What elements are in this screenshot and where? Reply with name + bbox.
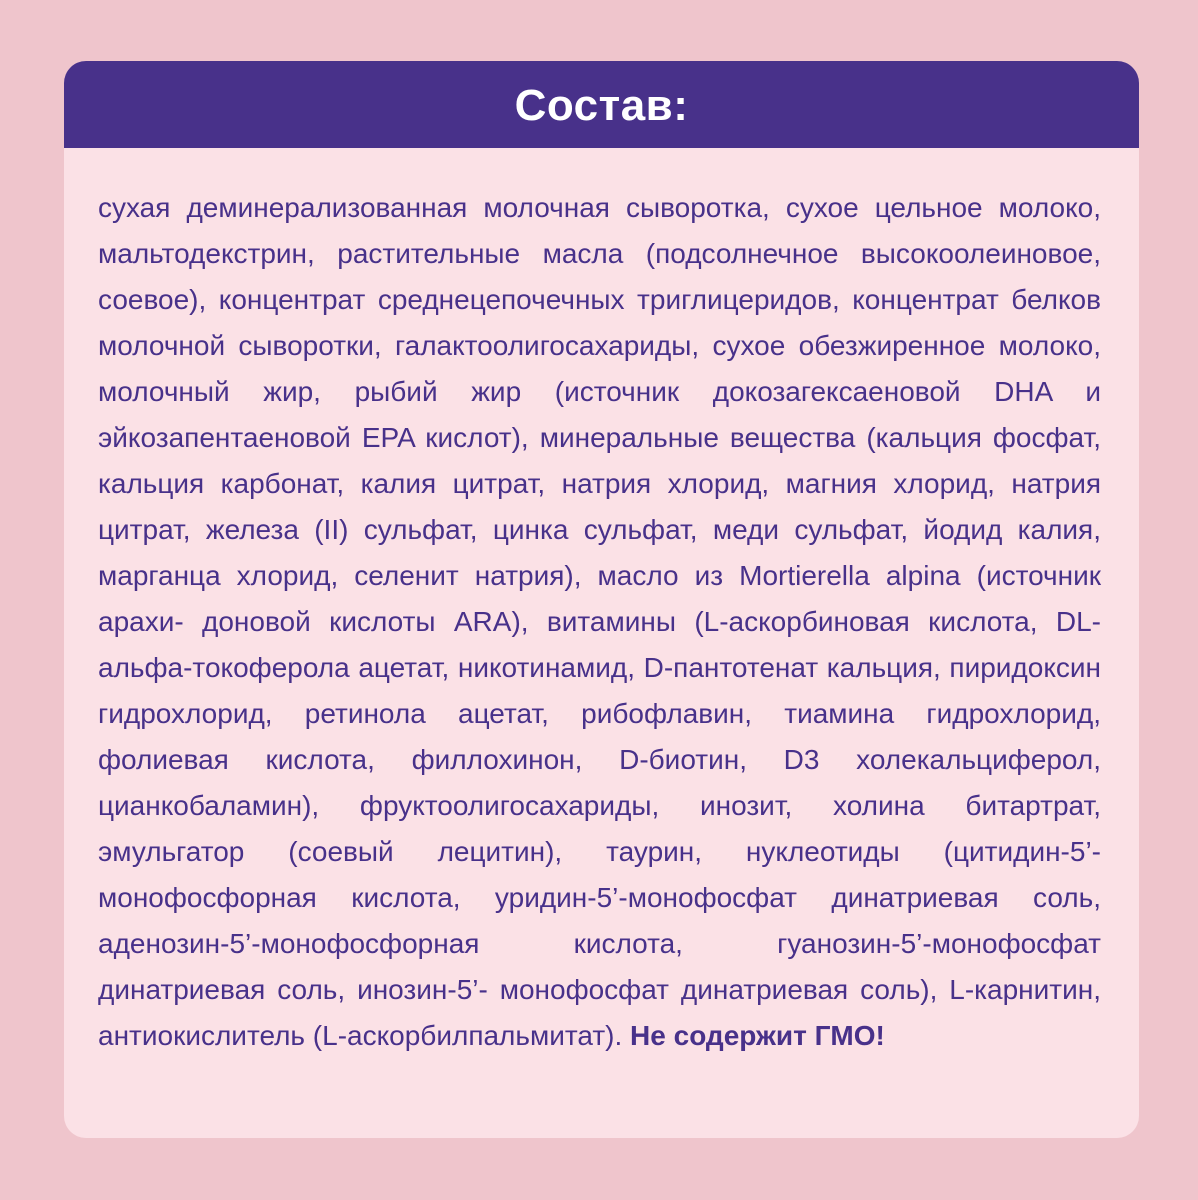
ingredients-text (98, 185, 1101, 1059)
card-title: Состав: (514, 80, 689, 130)
card-header (64, 61, 1139, 148)
ingredients-list: сухая деминерализованная молочная сыворотка, сухое цельное молоко, мальтодекстрин, растительные масла (подсолнечное высокоолеиновое, соевое), концентрат среднецепочечных триглицеридов, концентрат белков молочной сыворотки, галактоолигосахариды, сухое обезжиренное молоко, молочный жир, рыбий жир (источник докозагексаеновой DHA и эйкозапентаеновой EPA кислот), минеральные вещества (кальция фосфат, кальция карбонат, калия цитрат, натрия хлорид, магния хлорид, натрия цитрат, железа (II) сульфат, цинка сульфат, меди сульфат, йодид калия, марганца хлорид, селенит натрия), масло из Mortierella alpina (источник арахи- доновой кислоты ARA), витамины (L-аскорбиновая кислота, DL-альфа-токоферола ацетат, никотинамид, D-пантотенат кальция, пиридоксин гидрохлорид, ретинола ацетат, рибофлавин, тиамина гидрохлорид, фолиевая кислота, филлохинон, D-биотин, D3 холекальциферол, цианкобаламин), фруктоолигосахариды, инозит, холина битартрат, эмульгатор (соевый лецитин), таурин, нуклеотиды (цитидин-5’-монофосфорная кислота, уридин-5’-монофосфат динатриевая соль, аденозин-5’-монофосфорная кислота, гуанозин-5’-монофосфат динатриевая соль, инозин-5’- монофосфат динатриевая соль), L-карнитин, антиокислитель (L-аскорбилпальмитат). (98, 192, 1101, 1051)
gmo-free-notice: Не содержит ГМО! (630, 1020, 885, 1051)
ingredients-card (64, 61, 1139, 1138)
